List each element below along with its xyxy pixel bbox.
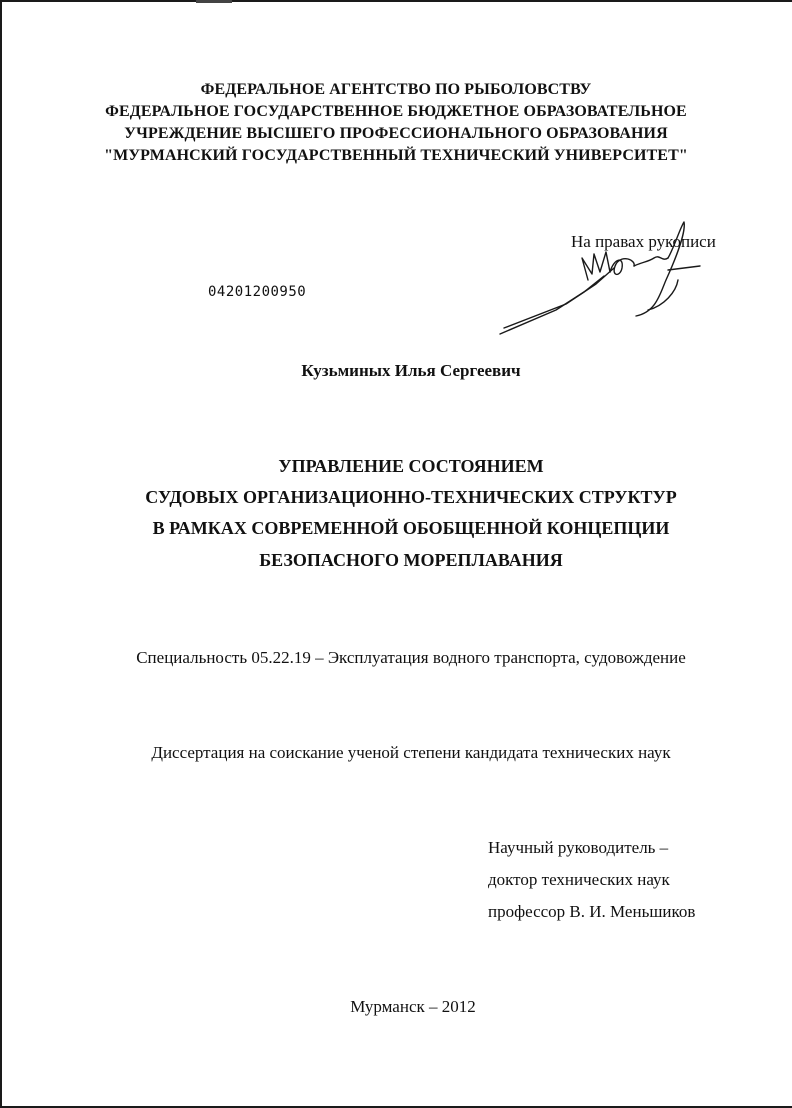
supervisor-line-1: Научный руководитель – bbox=[488, 838, 669, 857]
title-line-4: БЕЗОПАСНОГО МОРЕПЛАВАНИЯ bbox=[259, 550, 563, 570]
org-line-4: "МУРМАНСКИЙ ГОСУДАРСТВЕННЫЙ ТЕХНИЧЕСКИЙ УНИВЕРСИТЕТ" bbox=[104, 147, 688, 164]
supervisor-line-3: профессор В. И. Меньшиков bbox=[488, 902, 696, 921]
title-line-2: СУДОВЫХ ОРГАНИЗАЦИОННО-ТЕХНИЧЕСКИХ СТРУКТУР bbox=[145, 487, 677, 507]
title-line-3: В РАМКАХ СОВРЕМЕННОЙ ОБОБЩЕННОЙ КОНЦЕПЦИИ bbox=[152, 518, 670, 538]
dissertation-line: Диссертация на соискание ученой степени кандидата технических наук bbox=[151, 743, 671, 762]
city-year: Мурманск – 2012 bbox=[350, 997, 476, 1016]
manuscript-rights: На правах рукописи bbox=[571, 232, 716, 251]
specialty-line: Специальность 05.22.19 – Эксплуатация водного транспорта, судовождение bbox=[136, 648, 686, 667]
org-line-3: УЧРЕЖДЕНИЕ ВЫСШЕГО ПРОФЕССИОНАЛЬНОГО ОБРАЗОВАНИЯ bbox=[124, 125, 668, 142]
signature-icon bbox=[496, 218, 706, 340]
scan-mark-top bbox=[196, 0, 232, 3]
document-code: 04201200950 bbox=[208, 284, 307, 300]
scan-border-top bbox=[0, 0, 792, 2]
title-line-1: УПРАВЛЕНИЕ СОСТОЯНИЕМ bbox=[278, 456, 544, 476]
org-line-1: ФЕДЕРАЛЬНОЕ АГЕНТСТВО ПО РЫБОЛОВСТВУ bbox=[200, 81, 592, 98]
author-name: Кузьминых Илья Сергеевич bbox=[301, 361, 521, 380]
org-line-2: ФЕДЕРАЛЬНОЕ ГОСУДАРСТВЕННОЕ БЮДЖЕТНОЕ ОБРАЗОВАТЕЛЬНОЕ bbox=[105, 103, 687, 120]
supervisor-line-2: доктор технических наук bbox=[488, 870, 670, 889]
